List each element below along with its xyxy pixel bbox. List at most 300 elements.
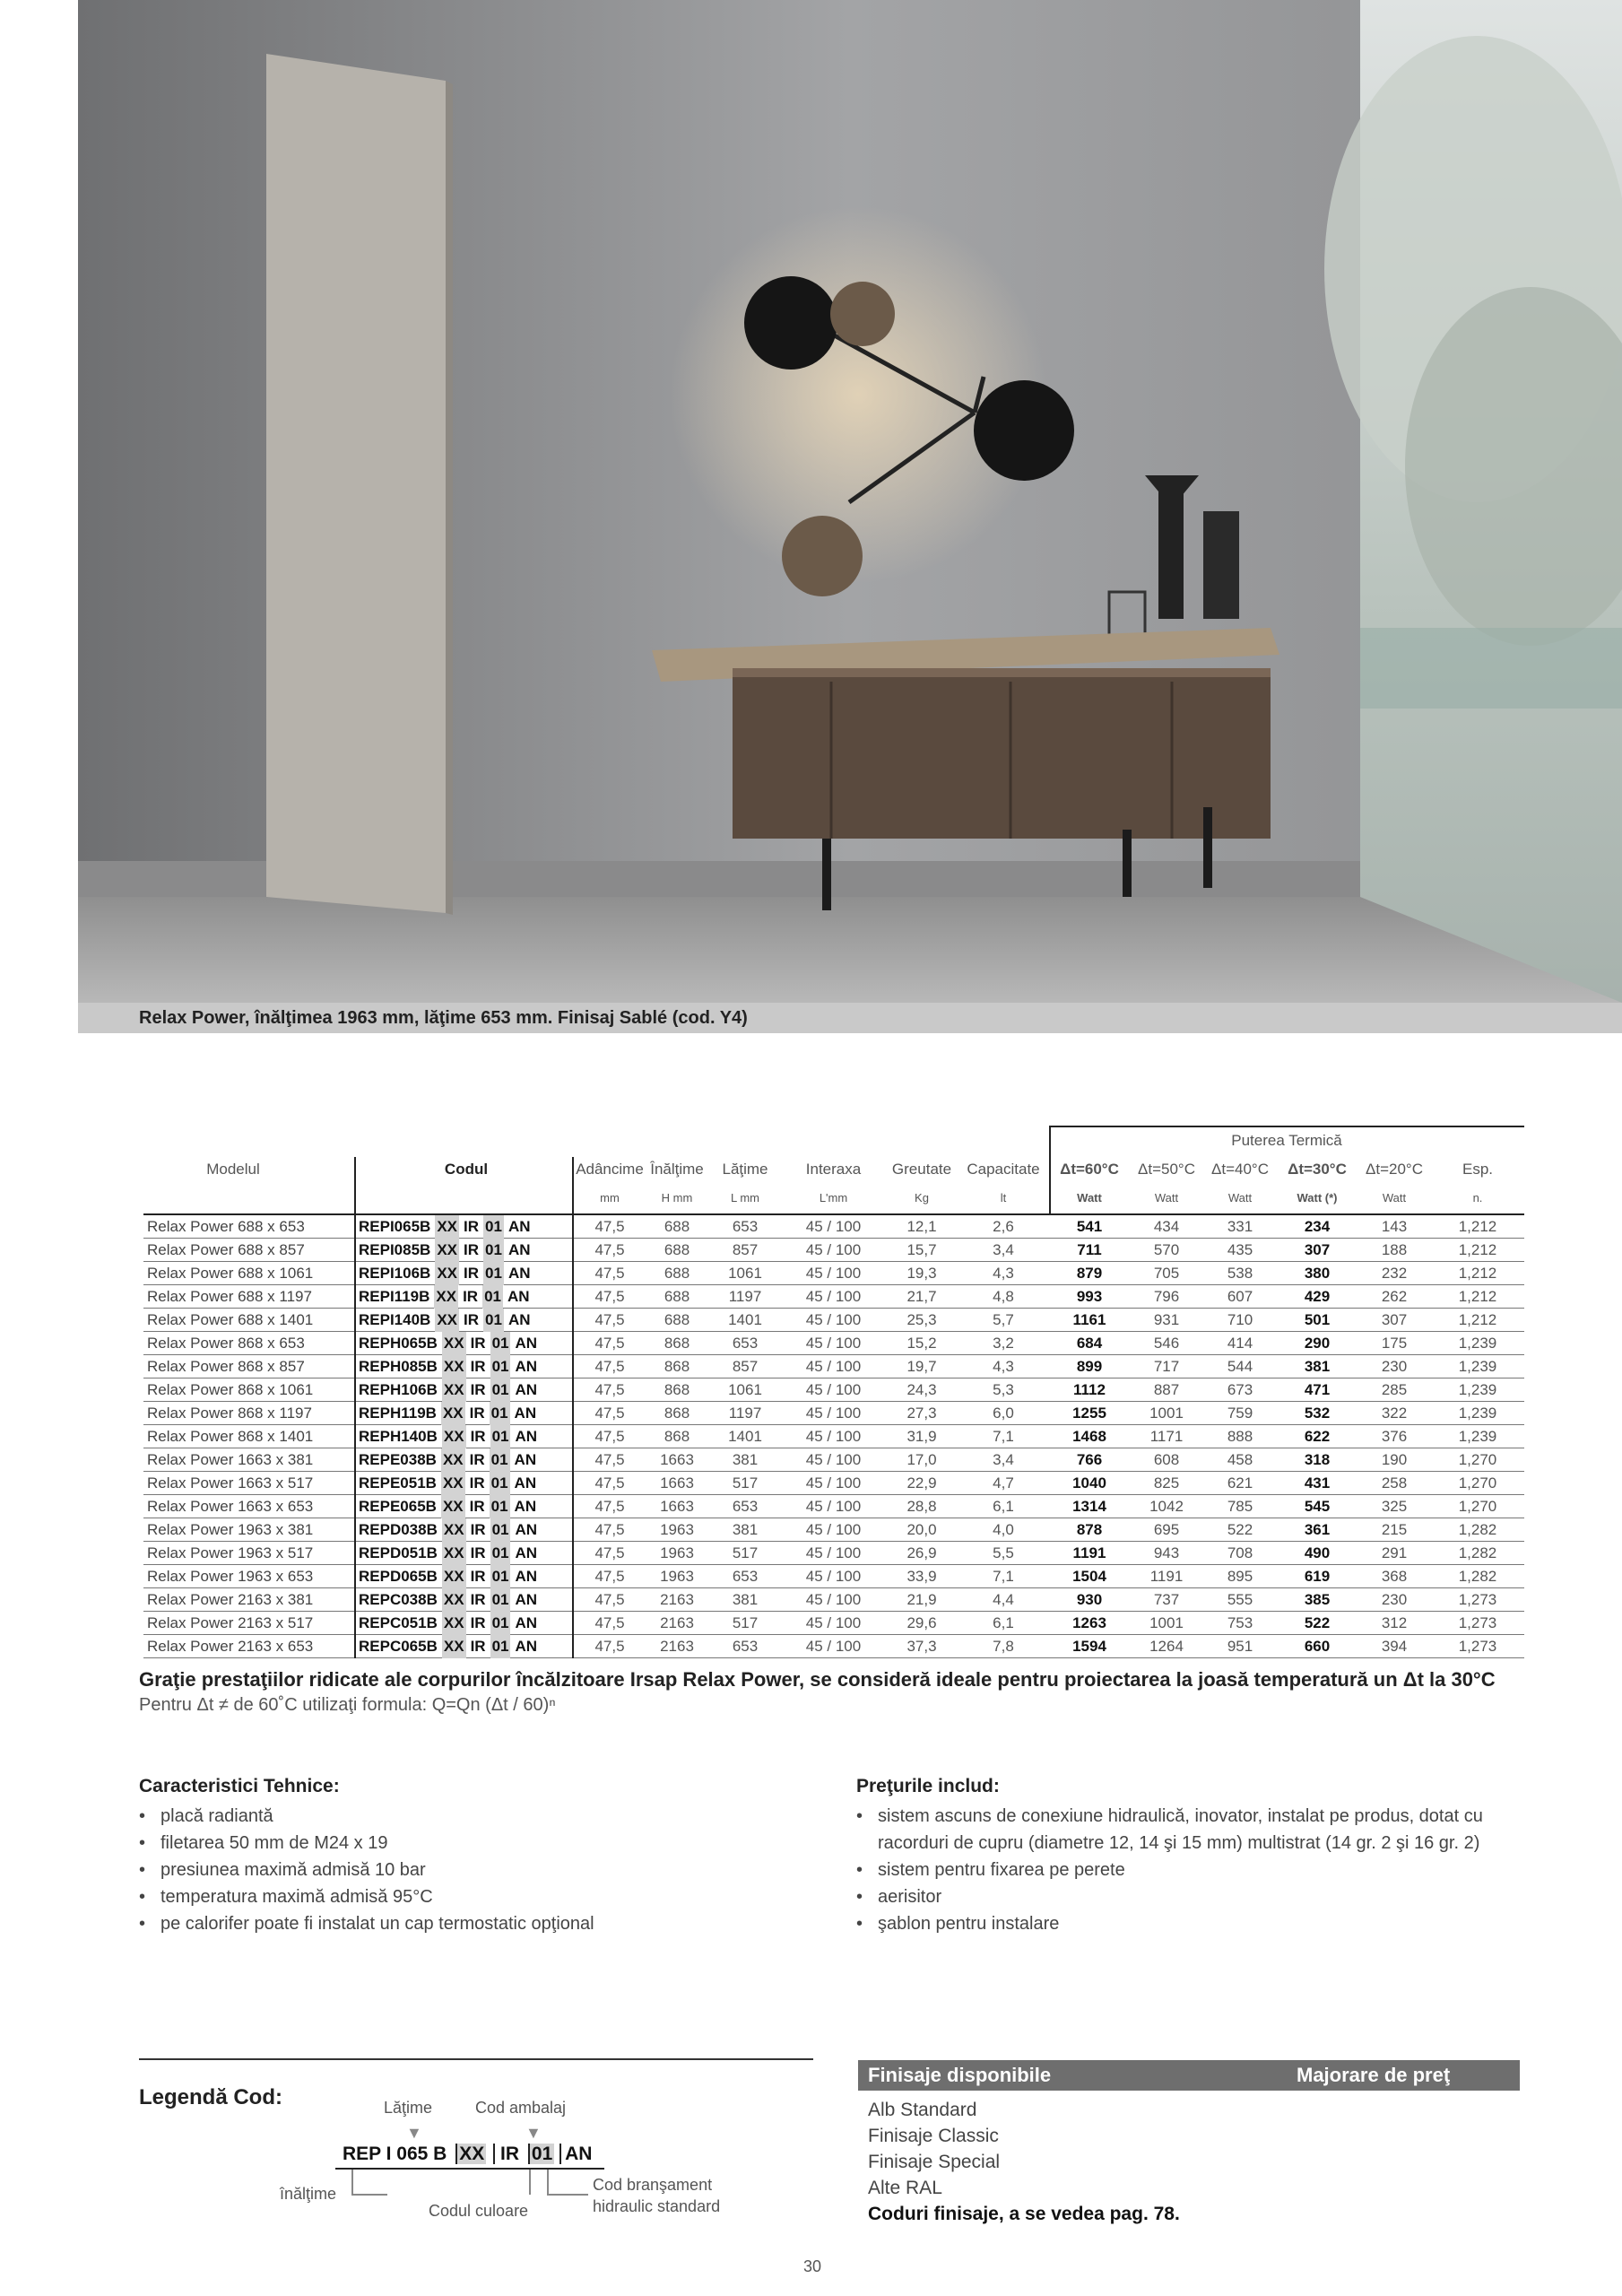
cell-width: 381 [732,1591,759,1608]
cell-w50: 717 [1153,1358,1180,1375]
code-part: IR [470,1591,486,1608]
code-part: REPD051B [359,1544,438,1561]
code-part: AN [515,1544,538,1561]
interior-photo-illustration [78,0,1622,1003]
cell-w20: 188 [1381,1241,1408,1258]
code-part: REPI140B [359,1311,431,1328]
code-part: IR [463,1288,479,1305]
cell-lt: 3,4 [993,1241,1014,1258]
cell-w40: 435 [1227,1241,1253,1258]
cell-n: 1,239 [1458,1381,1497,1398]
cell-w60: 684 [1076,1335,1103,1352]
code-part: IR [469,1451,485,1468]
row-divider [354,1542,356,1565]
cell-w50: 608 [1153,1451,1180,1468]
legend-connector [351,2194,387,2196]
cell-kg: 31,9 [906,1428,937,1445]
cell-lt: 6,1 [993,1498,1014,1515]
cell-depth: 47,5 [594,1451,625,1468]
code-part: 01 [483,1309,504,1332]
formula-note: Pentru Δt ≠ de 60˚C utilizaţi formula: Q=Qn (Δt / 60)ⁿ [139,1695,556,1715]
cell-width: 1061 [728,1381,762,1398]
header-dt50: Δt=50°C [1138,1161,1195,1178]
cell-n: 1,212 [1458,1265,1497,1282]
cell-w20: 394 [1381,1638,1408,1655]
cell-lt: 7,1 [993,1568,1014,1585]
cell-depth: 47,5 [594,1218,625,1235]
cell-w40: 458 [1227,1451,1253,1468]
cell-lt: 3,4 [993,1451,1014,1468]
cell-w20: 325 [1381,1498,1408,1515]
cell-lt: 5,7 [993,1311,1014,1328]
cell-height: 868 [664,1428,690,1445]
cell-n: 1,212 [1458,1311,1497,1328]
header-dt40: Δt=40°C [1211,1161,1269,1178]
cell-n: 1,282 [1458,1544,1497,1561]
table-row [143,1355,1524,1378]
code-part: 01 [490,1588,511,1612]
code-part: IR [470,1521,486,1538]
cell-kg: 24,3 [906,1381,937,1398]
cell-n: 1,273 [1458,1638,1497,1655]
cell-height: 688 [664,1218,690,1235]
cell-inter: 45 / 100 [805,1288,862,1305]
cell-w60: 930 [1076,1591,1103,1608]
cell-n: 1,212 [1458,1288,1497,1305]
row-divider [354,1332,356,1355]
code-part: AN [514,1451,537,1468]
legend-code-an: AN [559,2144,592,2164]
code-part: AN [507,1311,531,1328]
cell-kg: 17,0 [906,1451,937,1468]
cell-model: Relax Power 688 x 1061 [147,1265,314,1282]
code-part: XX [435,1262,459,1285]
unit-dt50: Watt [1154,1191,1179,1205]
header-dt20: Δt=20°C [1366,1161,1423,1178]
code-part: IR [469,1498,485,1515]
cell-inter: 45 / 100 [805,1218,862,1235]
cell-code [359,1425,570,1448]
cell-w30: 622 [1304,1428,1331,1445]
cell-w50: 570 [1153,1241,1180,1258]
cell-w20: 262 [1381,1288,1408,1305]
cell-code [359,1378,570,1402]
cell-w30: 532 [1304,1405,1331,1422]
list-item: • aerisitor [856,1883,1524,1910]
table-row [143,1332,1524,1355]
cell-code [359,1448,570,1472]
cell-w50: 943 [1153,1544,1180,1561]
list-item: • şablon pentru instalare [856,1910,1524,1937]
code-part: REPC065B [359,1638,438,1655]
cell-kg: 26,9 [906,1544,937,1561]
table-row [143,1239,1524,1262]
code-part: XX [442,1378,466,1402]
cell-w20: 322 [1381,1405,1408,1422]
code-part: 01 [483,1262,504,1285]
cell-inter: 45 / 100 [805,1428,862,1445]
cell-w20: 232 [1381,1265,1408,1282]
code-part: REPH140B [359,1428,438,1445]
legend-label-color: Codul culoare [429,2202,529,2220]
cell-inter: 45 / 100 [805,1614,862,1631]
cell-model: Relax Power 688 x 1401 [147,1311,314,1328]
finishes-header-right: Majorare de preţ [1297,2064,1451,2086]
code-part: XX [442,1355,466,1378]
code-part: 01 [490,1425,511,1448]
cell-code [359,1518,570,1542]
legend-code-underline [335,2168,604,2170]
cell-lt: 7,1 [993,1428,1014,1445]
table-top-rule [1049,1126,1524,1127]
header-exp: Esp. [1462,1161,1494,1178]
cell-code [359,1332,570,1355]
list-item: • filetarea 50 mm de M24 x 19 [139,1830,785,1857]
finishes-header [858,2060,1520,2091]
table-row [143,1472,1524,1495]
cell-code [359,1588,570,1612]
cell-code [359,1612,570,1635]
legend-code [343,2144,592,2165]
prices-title: Preţurile includ: [856,1776,1000,1796]
row-divider [354,1239,356,1262]
cell-model: Relax Power 2163 x 653 [147,1638,314,1655]
notes-block [139,1668,1574,1716]
legend-title: Legendă Cod: [139,2085,282,2109]
cell-width: 653 [732,1568,759,1585]
code-part: AN [514,1498,537,1515]
legend-code-01: 01 [528,2144,554,2164]
cell-w40: 785 [1227,1498,1253,1515]
cell-width: 653 [732,1335,759,1352]
code-part: REPH119B [359,1405,437,1422]
code-part: AN [515,1381,538,1398]
cell-w60: 993 [1076,1288,1103,1305]
code-part: XX [435,1239,459,1262]
cell-w30: 471 [1304,1381,1331,1398]
header-capacity: Capacitate [967,1161,1040,1178]
cell-w40: 951 [1227,1638,1253,1655]
header-dt60: Δt=60°C [1060,1161,1119,1178]
cell-width: 517 [732,1614,759,1631]
cell-width: 1401 [728,1311,762,1328]
finishes-note: Coduri finisaje, a se vedea pag. 78. [868,2204,1180,2224]
row-divider [354,1472,356,1495]
cell-model: Relax Power 1663 x 517 [147,1474,314,1492]
cell-w30: 234 [1304,1218,1331,1235]
tech-title: Caracteristici Tehnice: [139,1776,340,1796]
code-part: 01 [490,1518,511,1542]
cell-w60: 766 [1076,1451,1103,1468]
table-row [143,1635,1524,1658]
code-part: REPD038B [359,1521,438,1538]
cell-w40: 888 [1227,1428,1253,1445]
list-item: Alte RAL [868,2178,942,2198]
cell-code [359,1402,570,1425]
cell-height: 868 [664,1381,690,1398]
cell-model: Relax Power 688 x 857 [147,1241,305,1258]
code-part: AN [515,1521,538,1538]
cell-height: 1663 [660,1451,694,1468]
code-part: IR [470,1335,486,1352]
cell-w20: 285 [1381,1381,1408,1398]
cell-w40: 538 [1227,1265,1253,1282]
code-part: 01 [490,1472,510,1495]
cell-height: 688 [664,1311,690,1328]
cell-kg: 33,9 [906,1568,937,1585]
tech-list [139,1803,785,1937]
cell-model: Relax Power 2163 x 517 [147,1614,314,1631]
code-part: XX [441,1495,465,1518]
cell-w50: 1001 [1149,1614,1184,1631]
cell-kg: 27,3 [906,1405,937,1422]
legend-code-xx: XX [455,2144,486,2164]
list-item: • sistem pentru fixarea pe perete [856,1857,1524,1883]
code-part: AN [507,1218,531,1235]
cell-w40: 331 [1227,1218,1253,1235]
cell-w60: 878 [1076,1521,1103,1538]
cell-depth: 47,5 [594,1311,625,1328]
unit-exp: n. [1472,1191,1483,1205]
cell-w30: 385 [1304,1591,1331,1608]
legend-connector [547,2170,549,2195]
cell-code [359,1472,570,1495]
code-part: IR [470,1381,486,1398]
cell-lt: 6,1 [993,1614,1014,1631]
code-part: XX [435,1215,459,1239]
cell-w50: 796 [1153,1288,1180,1305]
cell-kg: 15,7 [906,1241,937,1258]
cell-inter: 45 / 100 [805,1521,862,1538]
cell-lt: 5,3 [993,1381,1014,1398]
cell-n: 1,270 [1458,1498,1497,1515]
cell-inter: 45 / 100 [805,1638,862,1655]
code-part: IR [464,1265,480,1282]
cell-w60: 1468 [1072,1428,1106,1445]
cell-w20: 376 [1381,1428,1408,1445]
code-part: XX [442,1612,466,1635]
cell-kg: 19,3 [906,1265,937,1282]
code-part: AN [515,1335,538,1352]
finishes-header-left: Finisaje disponibile [868,2064,1052,2086]
header-dt30: Δt=30°C [1288,1161,1347,1178]
arrow-down-icon: ▼ [406,2124,422,2142]
code-part: AN [507,1241,531,1258]
cell-w20: 307 [1381,1311,1408,1328]
cell-w50: 546 [1153,1335,1180,1352]
cell-n: 1,239 [1458,1358,1497,1375]
highlight-note: Graţie prestaţiilor ridicate ale corpurilor încălzitoare Irsap Relax Power, se consideră ideale pentru proiectarea la joasă temperatură un Δt la 30°C [139,1668,1496,1691]
code-part: AN [515,1638,538,1655]
code-part: 01 [482,1285,503,1309]
cell-w30: 619 [1304,1568,1331,1585]
cell-code [359,1215,570,1239]
cell-w30: 501 [1304,1311,1331,1328]
cell-w50: 705 [1153,1265,1180,1282]
list-item: Alb Standard [868,2100,977,2120]
code-part: XX [442,1425,466,1448]
cell-w30: 361 [1304,1521,1331,1538]
cell-code [359,1239,570,1262]
cell-depth: 47,5 [594,1614,625,1631]
cell-w50: 1264 [1149,1638,1184,1655]
list-item: • pe calorifer poate fi instalat un cap termostatic opţional [139,1910,785,1937]
cell-w20: 312 [1381,1614,1408,1631]
table-row [143,1215,1524,1239]
legend-connector [351,2170,353,2195]
code-part: AN [515,1591,538,1608]
legend-label-height: înălţime [280,2185,337,2203]
cell-code [359,1635,570,1658]
cell-width: 857 [732,1358,759,1375]
code-part: 01 [490,1332,511,1355]
code-part: REPH106B [359,1381,438,1398]
table-row [143,1588,1524,1612]
cell-w30: 380 [1304,1265,1331,1282]
page-number: 30 [803,2257,822,2275]
code-part: REPH085B [359,1358,438,1375]
code-part: IR [469,1405,485,1422]
table-row [143,1542,1524,1565]
cell-w30: 545 [1304,1498,1331,1515]
code-part: REPI085B [359,1241,431,1258]
cell-w60: 1594 [1072,1638,1106,1655]
code-part: 01 [490,1448,510,1472]
cell-height: 2163 [660,1638,694,1655]
cell-inter: 45 / 100 [805,1311,862,1328]
cell-height: 1963 [660,1521,694,1538]
cell-w40: 522 [1227,1521,1253,1538]
cell-code [359,1285,570,1309]
cell-inter: 45 / 100 [805,1591,862,1608]
cell-code [359,1542,570,1565]
cell-n: 1,239 [1458,1335,1497,1352]
code-part: 01 [490,1402,510,1425]
unit-dt60: Watt [1077,1191,1102,1205]
unit-interaxis: L'mm [819,1191,848,1205]
prices-section [856,1776,1524,1937]
cell-w30: 429 [1304,1288,1331,1305]
code-part: 01 [490,1565,511,1588]
cell-width: 1401 [728,1428,762,1445]
table-row [143,1425,1524,1448]
cell-model: Relax Power 688 x 653 [147,1218,305,1235]
cell-n: 1,212 [1458,1218,1497,1235]
cell-model: Relax Power 1663 x 653 [147,1498,314,1515]
cell-w50: 1042 [1149,1498,1184,1515]
code-part: AN [515,1428,538,1445]
row-divider [354,1402,356,1425]
cell-w50: 825 [1153,1474,1180,1492]
cell-inter: 45 / 100 [805,1405,862,1422]
code-part: REPI065B [359,1218,431,1235]
cell-kg: 37,3 [906,1638,937,1655]
tech-section [139,1776,785,1937]
legend-code-main: REP I 065 B [343,2144,447,2164]
code-part: 01 [490,1495,510,1518]
cell-inter: 45 / 100 [805,1241,862,1258]
cell-code [359,1262,570,1285]
cell-w30: 490 [1304,1544,1331,1561]
cell-depth: 47,5 [594,1358,625,1375]
unit-height: H mm [661,1191,693,1205]
cell-lt: 6,0 [993,1405,1014,1422]
cell-inter: 45 / 100 [805,1265,862,1282]
cell-w60: 1504 [1072,1568,1106,1585]
cell-w50: 887 [1153,1381,1180,1398]
code-part: IR [470,1614,486,1631]
cell-depth: 47,5 [594,1591,625,1608]
cell-width: 653 [732,1498,759,1515]
cell-width: 517 [732,1544,759,1561]
cell-w30: 522 [1304,1614,1331,1631]
code-part: REPH065B [359,1335,438,1352]
cell-height: 868 [664,1405,690,1422]
row-divider [354,1355,356,1378]
cell-kg: 29,6 [906,1614,937,1631]
table-row [143,1495,1524,1518]
code-part: 01 [490,1378,511,1402]
cell-height: 2163 [660,1614,694,1631]
cell-width: 857 [732,1241,759,1258]
cell-depth: 47,5 [594,1544,625,1561]
cell-depth: 47,5 [594,1638,625,1655]
cell-w20: 215 [1381,1521,1408,1538]
code-part: XX [441,1472,465,1495]
cell-kg: 15,2 [906,1335,937,1352]
cell-w30: 660 [1304,1638,1331,1655]
code-part: IR [470,1358,486,1375]
cell-w60: 1263 [1072,1614,1106,1631]
unit-dt40: Watt [1227,1191,1253,1205]
row-divider [354,1635,356,1658]
table-row [143,1565,1524,1588]
header-height: Înălţime [650,1161,704,1178]
cell-width: 381 [732,1521,759,1538]
code-part: XX [441,1448,465,1472]
cell-depth: 47,5 [594,1428,625,1445]
list-item: • sistem ascuns de conexiune hidraulică, inovator, instalat pe produs, dotat cu racorduri de cupru (diametre 12, 14 şi 15 mm) multistrat (14 gr. 2 şi 16 gr. 2) [856,1803,1524,1857]
cell-w60: 899 [1076,1358,1103,1375]
table-row [143,1448,1524,1472]
cell-w20: 190 [1381,1451,1408,1468]
cell-w60: 1191 [1072,1544,1106,1561]
header-depth: Adâncime [576,1161,644,1178]
code-part: REPI119B [359,1288,430,1305]
cell-depth: 47,5 [594,1568,625,1585]
cell-inter: 45 / 100 [805,1474,862,1492]
code-part: XX [442,1518,466,1542]
cell-lt: 5,5 [993,1544,1014,1561]
cell-lt: 4,3 [993,1358,1014,1375]
list-item: Finisaje Special [868,2152,1001,2172]
cell-w20: 291 [1381,1544,1408,1561]
cell-w50: 695 [1153,1521,1180,1538]
legend-code-ir: IR [493,2144,519,2164]
cell-model: Relax Power 868 x 1401 [147,1428,314,1445]
cell-w20: 230 [1381,1591,1408,1608]
cell-depth: 47,5 [594,1381,625,1398]
cell-lt: 7,8 [993,1638,1014,1655]
cell-w50: 931 [1153,1311,1180,1328]
cell-inter: 45 / 100 [805,1568,862,1585]
code-part: AN [515,1614,538,1631]
cell-inter: 45 / 100 [805,1381,862,1398]
cell-w20: 175 [1381,1335,1408,1352]
code-part: 01 [490,1355,511,1378]
cell-w50: 434 [1153,1218,1180,1235]
row-divider [354,1448,356,1472]
